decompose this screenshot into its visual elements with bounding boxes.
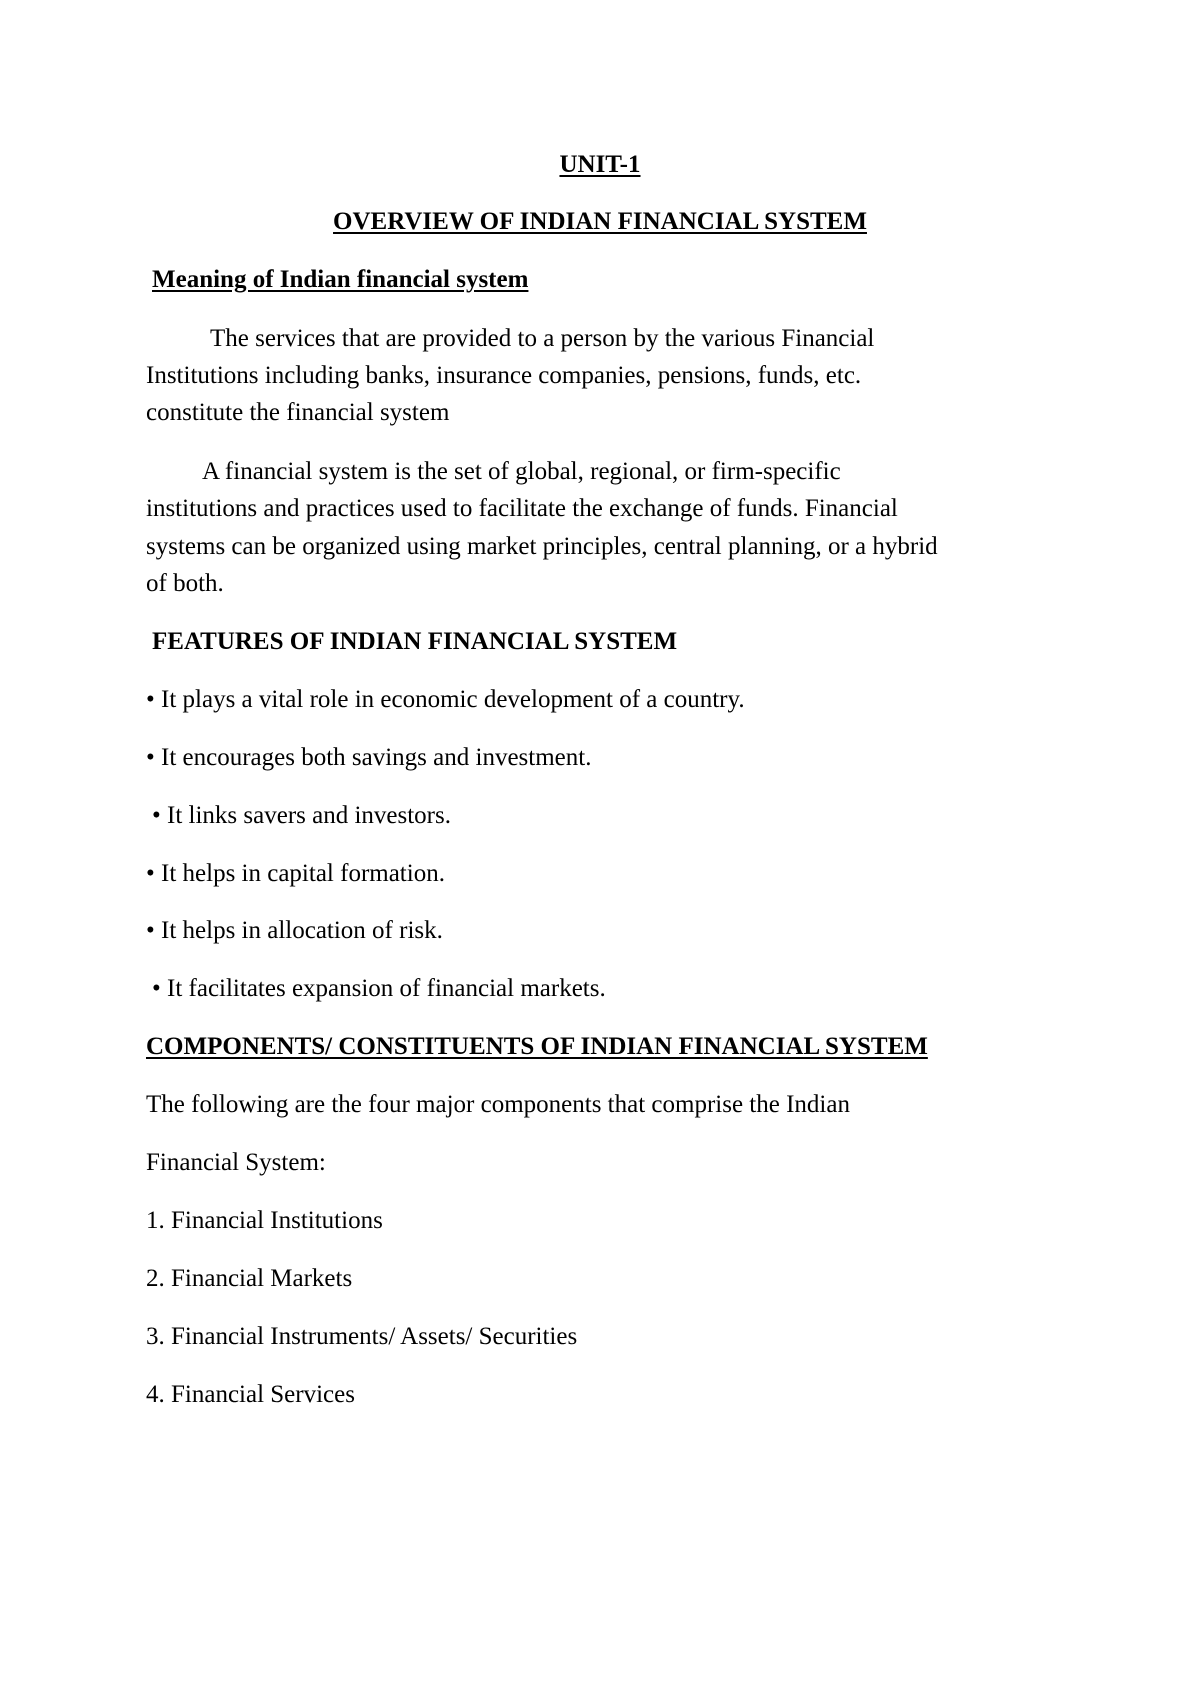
feature-item: • It encourages both savings and investment. — [146, 744, 592, 771]
component-item: 4. Financial Services — [146, 1381, 355, 1408]
unit-title: UNIT-1 — [559, 151, 641, 178]
meaning-heading: Meaning of Indian financial system — [152, 266, 529, 293]
component-item: 3. Financial Instruments/ Assets/ Securities — [146, 1323, 578, 1350]
feature-item: • It plays a vital role in economic development of a country. — [146, 686, 745, 713]
feature-item: • It helps in allocation of risk. — [146, 917, 443, 944]
meaning-para2-line: systems can be organized using market principles, central planning, or a hybrid — [146, 533, 938, 560]
feature-item: • It links savers and investors. — [152, 802, 451, 829]
components-heading: COMPONENTS/ CONSTITUENTS OF INDIAN FINANCIAL SYSTEM — [146, 1033, 928, 1060]
component-item: 2. Financial Markets — [146, 1265, 353, 1292]
meaning-para2-line: A financial system is the set of global, regional, or firm-specific — [202, 458, 841, 485]
components-intro-line: Financial System: — [146, 1149, 326, 1176]
meaning-para2-line: of both. — [146, 570, 224, 597]
component-item: 1. Financial Institutions — [146, 1207, 383, 1234]
meaning-para2-line: institutions and practices used to facilitate the exchange of funds. Financial — [146, 495, 898, 522]
meaning-para1-line: The services that are provided to a person by the various Financial — [210, 325, 875, 352]
meaning-para1-line: constitute the financial system — [146, 399, 450, 426]
features-heading: FEATURES OF INDIAN FINANCIAL SYSTEM — [152, 628, 678, 655]
meaning-para1-line: Institutions including banks, insurance companies, pensions, funds, etc. — [146, 362, 862, 389]
components-intro-line: The following are the four major components that comprise the Indian — [146, 1091, 850, 1118]
feature-item: • It helps in capital formation. — [146, 860, 445, 887]
feature-item: • It facilitates expansion of financial markets. — [152, 975, 606, 1002]
main-title: OVERVIEW OF INDIAN FINANCIAL SYSTEM — [333, 208, 867, 235]
